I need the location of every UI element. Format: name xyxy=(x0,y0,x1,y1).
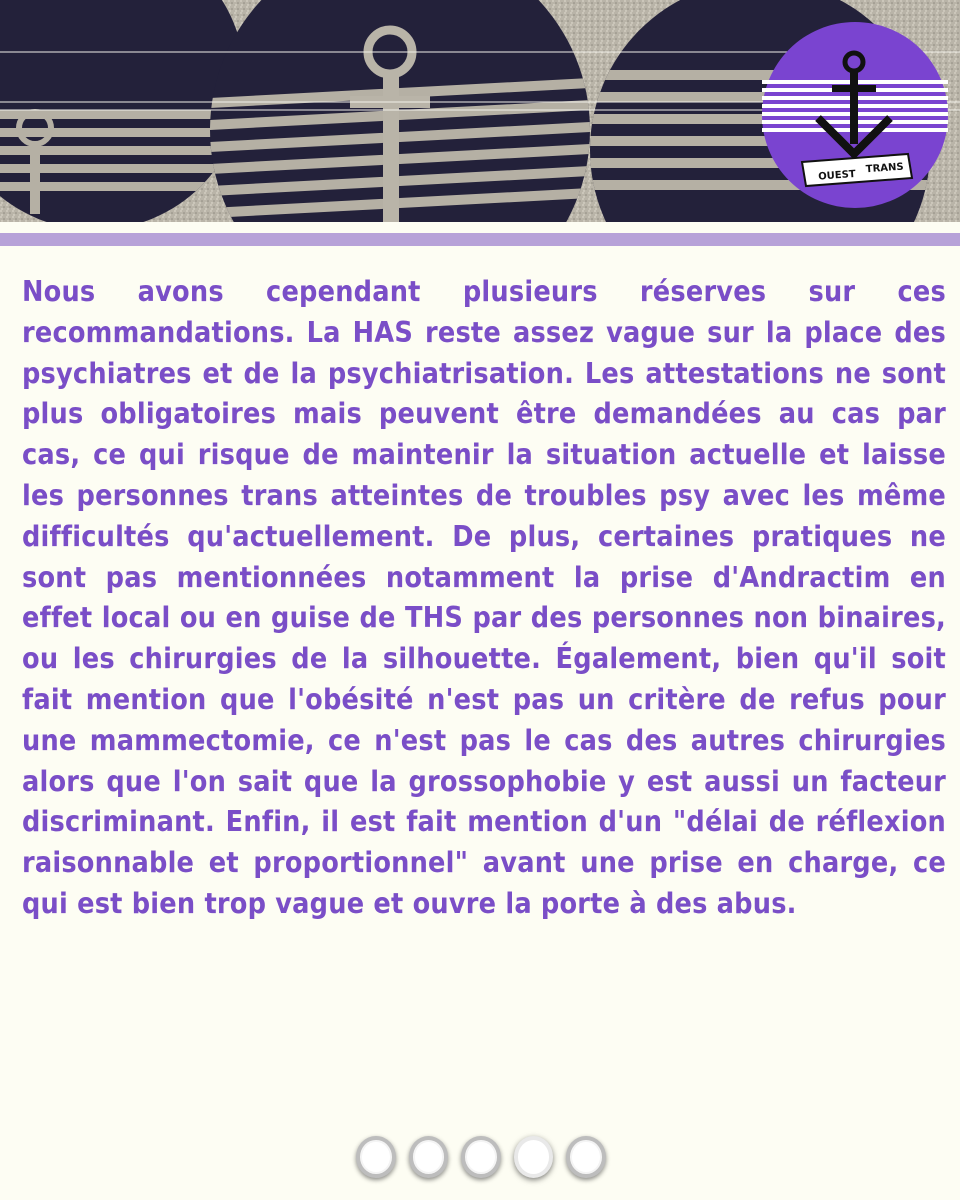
ouest-trans-logo xyxy=(762,22,948,208)
body-paragraph: Nous avons cependant plusieurs réserves sur ces recommandations. La HAS reste assez vague sur la place des psychiatres et de la psychiatrisation. Les attestations ne sont plus obligatoires mais peuvent être demandées au cas par cas, ce qui risque de maintenir la situation actuelle et laisse les personnes trans atteintes de troubles psy avec les même difficultés qu'actuellement. De plus, certaines pratiques ne sont pas mentionnées notamment la prise d'Andractim en effet local ou en guise de THS par des personnes non binaires, ou les chirurgies de la silhouette. Également, bien qu'il soit fait mention que l'obésité n'est pas un critère de refus pour une mammectomie, ce n'est pas le cas des autres chirurgies alors que l'on sait que la grossophobie y est aussi un facteur discriminant. Enfin, il est fait mention d'un "délai de réflexion raisonnable et proportionnel" avant une prise en charge, ce qui est bien trop vague et ouvre la porte à des abus. xyxy=(22,275,946,920)
pagination-dot-4-active[interactable] xyxy=(514,1136,554,1178)
pagination-dot-5[interactable] xyxy=(566,1136,606,1178)
pagination-dot-1[interactable] xyxy=(356,1136,396,1178)
accent-bar xyxy=(0,233,960,246)
pagination-dot-2[interactable] xyxy=(409,1136,449,1178)
svg-text:TRANS: TRANS xyxy=(865,161,905,176)
banner-separator xyxy=(0,222,960,233)
carousel-pagination xyxy=(356,1136,606,1180)
svg-text:OUEST: OUEST xyxy=(817,168,857,183)
pagination-dot-3[interactable] xyxy=(461,1136,501,1178)
